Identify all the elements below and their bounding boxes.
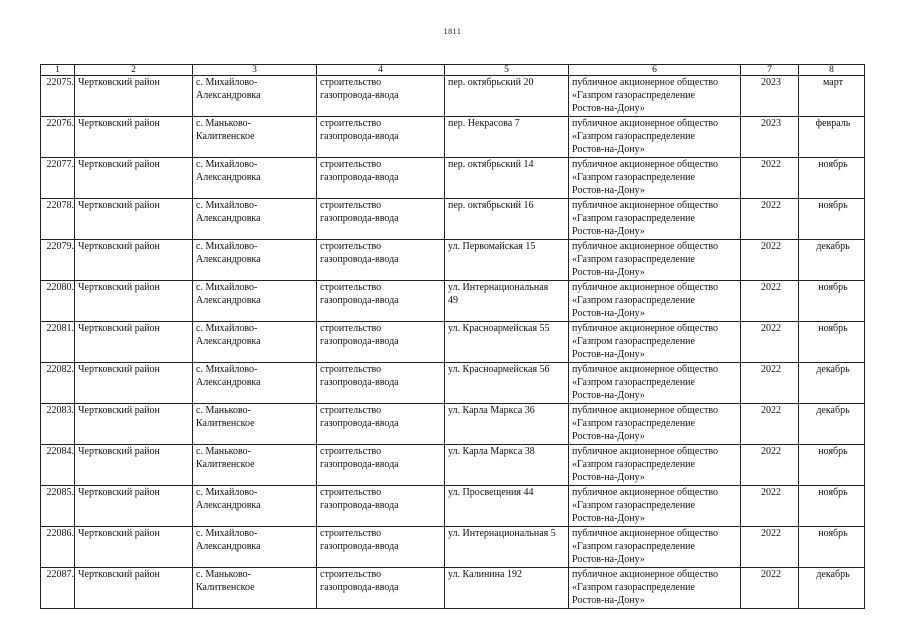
locality-cell xyxy=(193,117,317,158)
organization-line-1: публичное акционерное общество xyxy=(572,241,718,252)
record-number: 22075. xyxy=(46,77,74,88)
table-row xyxy=(41,363,865,404)
year-cell xyxy=(741,199,799,240)
month-cell xyxy=(799,486,865,527)
organization-line-3: Ростов-на-Дону» xyxy=(572,308,645,319)
district-cell xyxy=(75,199,193,240)
locality-cell xyxy=(193,527,317,568)
locality-line-2: Александровка xyxy=(196,254,261,265)
address-line-1: пер. Некрасова 7 xyxy=(448,118,520,129)
column-number: 6 xyxy=(569,65,741,76)
district-cell xyxy=(75,568,193,609)
address-line-1: ул. Красноармейская 55 xyxy=(448,323,550,334)
organization-line-3: Ростов-на-Дону» xyxy=(572,185,645,196)
column-number: 5 xyxy=(445,65,569,76)
address-line-2: 49 xyxy=(448,295,458,306)
district: Чертковский район xyxy=(78,200,160,211)
organization-line-1: публичное акционерное общество xyxy=(572,405,718,416)
address-cell xyxy=(445,322,569,363)
work-type-line-2: газопровода-ввода xyxy=(320,131,399,142)
record-number-cell xyxy=(41,527,75,568)
locality-line-1: с. Михайлово- xyxy=(196,241,258,252)
organization-line-2: «Газпром газораспределение xyxy=(572,418,695,429)
year-cell xyxy=(741,117,799,158)
organization-cell xyxy=(569,76,741,117)
table-row xyxy=(41,486,865,527)
organization-line-1: публичное акционерное общество xyxy=(572,77,718,88)
year: 2022 xyxy=(761,405,781,416)
organization-cell xyxy=(569,404,741,445)
address-cell xyxy=(445,404,569,445)
district-cell xyxy=(75,404,193,445)
work-type-line-1: строительство xyxy=(320,323,382,334)
record-number: 22082. xyxy=(46,364,74,375)
organization-line-1: публичное акционерное общество xyxy=(572,200,718,211)
address-line-1: ул. Интернациональная 5 xyxy=(448,528,556,539)
month: ноябрь xyxy=(818,200,848,211)
year: 2022 xyxy=(761,446,781,457)
organization-line-1: публичное акционерное общество xyxy=(572,446,718,457)
record-number-cell xyxy=(41,568,75,609)
column-number: 2 xyxy=(75,65,193,76)
work-type-cell xyxy=(317,240,445,281)
address-cell xyxy=(445,281,569,322)
organization-line-2: «Газпром газораспределение xyxy=(572,377,695,388)
organization-cell xyxy=(569,445,741,486)
year-cell xyxy=(741,363,799,404)
table-row xyxy=(41,281,865,322)
organization-line-3: Ростов-на-Дону» xyxy=(572,349,645,360)
work-type-line-1: строительство xyxy=(320,528,382,539)
column-number: 1 xyxy=(41,65,75,76)
locality-line-2: Александровка xyxy=(196,295,261,306)
district-cell xyxy=(75,240,193,281)
column-number-row xyxy=(41,65,865,76)
month: ноябрь xyxy=(818,282,848,293)
work-type-line-2: газопровода-ввода xyxy=(320,541,399,552)
record-number-cell xyxy=(41,404,75,445)
year: 2022 xyxy=(761,282,781,293)
district: Чертковский район xyxy=(78,323,160,334)
work-type-cell xyxy=(317,363,445,404)
work-type-cell xyxy=(317,281,445,322)
work-type-line-1: строительство xyxy=(320,241,382,252)
table-row xyxy=(41,158,865,199)
organization-line-1: публичное акционерное общество xyxy=(572,569,718,580)
locality-line-1: с. Михайлово- xyxy=(196,364,258,375)
locality-line-2: Александровка xyxy=(196,213,261,224)
record-number-cell xyxy=(41,76,75,117)
work-type-line-1: строительство xyxy=(320,364,382,375)
organization-line-3: Ростов-на-Дону» xyxy=(572,595,645,606)
organization-line-3: Ростов-на-Дону» xyxy=(572,472,645,483)
district: Чертковский район xyxy=(78,159,160,170)
locality-line-1: с. Маньково- xyxy=(196,446,252,457)
address-cell xyxy=(445,527,569,568)
record-number-cell xyxy=(41,322,75,363)
organization-line-2: «Газпром газораспределение xyxy=(572,254,695,265)
organization-line-1: публичное акционерное общество xyxy=(572,364,718,375)
column-number: 4 xyxy=(317,65,445,76)
locality-line-1: с. Михайлово- xyxy=(196,528,258,539)
record-number-cell xyxy=(41,158,75,199)
table-row xyxy=(41,240,865,281)
work-type-cell xyxy=(317,199,445,240)
work-type-cell xyxy=(317,445,445,486)
record-number: 22077. xyxy=(46,159,74,170)
locality-line-2: Калитвенское xyxy=(196,582,255,593)
month-cell xyxy=(799,527,865,568)
locality-cell xyxy=(193,486,317,527)
work-type-line-1: строительство xyxy=(320,446,382,457)
month: декабрь xyxy=(816,241,850,252)
month-cell xyxy=(799,568,865,609)
year: 2023 xyxy=(761,118,781,129)
organization-cell xyxy=(569,240,741,281)
organization-line-1: публичное акционерное общество xyxy=(572,528,718,539)
organization-line-2: «Газпром газораспределение xyxy=(572,500,695,511)
record-number-cell xyxy=(41,486,75,527)
address-line-1: пер. октябрьский 16 xyxy=(448,200,534,211)
locality-line-2: Александровка xyxy=(196,500,261,511)
record-number-cell xyxy=(41,199,75,240)
column-number: 8 xyxy=(799,65,865,76)
locality-line-2: Калитвенское xyxy=(196,418,255,429)
work-type-line-2: газопровода-ввода xyxy=(320,213,399,224)
year-cell xyxy=(741,486,799,527)
locality-cell xyxy=(193,281,317,322)
address-line-1: ул. Первомайская 15 xyxy=(448,241,536,252)
address-cell xyxy=(445,445,569,486)
work-type-line-1: строительство xyxy=(320,200,382,211)
table-row xyxy=(41,445,865,486)
district-cell xyxy=(75,158,193,199)
year: 2023 xyxy=(761,77,781,88)
month-cell xyxy=(799,363,865,404)
organization-line-2: «Газпром газораспределение xyxy=(572,459,695,470)
month-cell xyxy=(799,240,865,281)
organization-line-3: Ростов-на-Дону» xyxy=(572,267,645,278)
locality-line-1: с. Михайлово- xyxy=(196,323,258,334)
district: Чертковский район xyxy=(78,118,160,129)
district: Чертковский район xyxy=(78,282,160,293)
district-cell xyxy=(75,281,193,322)
organization-line-3: Ростов-на-Дону» xyxy=(572,144,645,155)
record-number: 22083. xyxy=(46,405,74,416)
year-cell xyxy=(741,322,799,363)
year: 2022 xyxy=(761,487,781,498)
address-cell xyxy=(445,76,569,117)
record-number-cell xyxy=(41,117,75,158)
month: февраль xyxy=(815,118,851,129)
address-line-1: ул. Карла Маркса 38 xyxy=(448,446,535,457)
table-row xyxy=(41,322,865,363)
work-type-cell xyxy=(317,322,445,363)
year-cell xyxy=(741,527,799,568)
work-type-cell xyxy=(317,568,445,609)
organization-cell xyxy=(569,199,741,240)
work-type-line-2: газопровода-ввода xyxy=(320,336,399,347)
district: Чертковский район xyxy=(78,364,160,375)
locality-line-1: с. Маньково- xyxy=(196,118,252,129)
year: 2022 xyxy=(761,159,781,170)
locality-cell xyxy=(193,445,317,486)
record-number-cell xyxy=(41,240,75,281)
locality-line-2: Александровка xyxy=(196,172,261,183)
locality-line-2: Калитвенское xyxy=(196,459,255,470)
work-type-line-1: строительство xyxy=(320,487,382,498)
locality-cell xyxy=(193,158,317,199)
month-cell xyxy=(799,322,865,363)
organization-line-3: Ростов-на-Дону» xyxy=(572,226,645,237)
address-cell xyxy=(445,486,569,527)
organization-line-3: Ростов-на-Дону» xyxy=(572,513,645,524)
work-type-cell xyxy=(317,76,445,117)
record-number: 22080. xyxy=(46,282,74,293)
organization-line-1: публичное акционерное общество xyxy=(572,323,718,334)
month-cell xyxy=(799,76,865,117)
registry-table xyxy=(40,64,865,609)
locality-cell xyxy=(193,404,317,445)
month-cell xyxy=(799,117,865,158)
work-type-line-2: газопровода-ввода xyxy=(320,418,399,429)
address-line-1: ул. Интернациональная xyxy=(448,282,549,293)
month-cell xyxy=(799,445,865,486)
district: Чертковский район xyxy=(78,405,160,416)
year: 2022 xyxy=(761,364,781,375)
record-number: 22086. xyxy=(46,528,74,539)
organization-line-2: «Газпром газораспределение xyxy=(572,541,695,552)
district: Чертковский район xyxy=(78,446,160,457)
locality-cell xyxy=(193,363,317,404)
district-cell xyxy=(75,486,193,527)
record-number: 22079. xyxy=(46,241,74,252)
organization-line-3: Ростов-на-Дону» xyxy=(572,554,645,565)
organization-line-2: «Газпром газораспределение xyxy=(572,90,695,101)
record-number: 22081. xyxy=(46,323,74,334)
month: ноябрь xyxy=(818,159,848,170)
month: декабрь xyxy=(816,405,850,416)
work-type-line-1: строительство xyxy=(320,282,382,293)
address-line-1: пер. октябрьский 20 xyxy=(448,77,534,88)
locality-line-2: Александровка xyxy=(196,541,261,552)
locality-cell xyxy=(193,199,317,240)
month: ноябрь xyxy=(818,487,848,498)
work-type-line-1: строительство xyxy=(320,77,382,88)
table-row xyxy=(41,568,865,609)
district: Чертковский район xyxy=(78,241,160,252)
organization-line-1: публичное акционерное общество xyxy=(572,487,718,498)
record-number: 22087. xyxy=(46,569,74,580)
organization-line-2: «Газпром газораспределение xyxy=(572,131,695,142)
work-type-cell xyxy=(317,158,445,199)
district-cell xyxy=(75,363,193,404)
address-cell xyxy=(445,568,569,609)
organization-line-2: «Газпром газораспределение xyxy=(572,582,695,593)
record-number-cell xyxy=(41,281,75,322)
month: декабрь xyxy=(816,364,850,375)
locality-line-1: с. Михайлово- xyxy=(196,487,258,498)
page-number: 1811 xyxy=(443,27,462,36)
locality-line-1: с. Маньково- xyxy=(196,405,252,416)
organization-line-2: «Газпром газораспределение xyxy=(572,336,695,347)
organization-cell xyxy=(569,281,741,322)
year-cell xyxy=(741,404,799,445)
work-type-line-2: газопровода-ввода xyxy=(320,172,399,183)
organization-line-1: публичное акционерное общество xyxy=(572,159,718,170)
locality-cell xyxy=(193,568,317,609)
address-line-1: ул. Калинина 192 xyxy=(448,569,522,580)
address-cell xyxy=(445,158,569,199)
district: Чертковский район xyxy=(78,528,160,539)
organization-cell xyxy=(569,322,741,363)
year-cell xyxy=(741,240,799,281)
year: 2022 xyxy=(761,528,781,539)
work-type-line-1: строительство xyxy=(320,159,382,170)
district: Чертковский район xyxy=(78,77,160,88)
locality-line-2: Александровка xyxy=(196,90,261,101)
district-cell xyxy=(75,117,193,158)
organization-line-3: Ростов-на-Дону» xyxy=(572,390,645,401)
month: ноябрь xyxy=(818,446,848,457)
record-number-cell xyxy=(41,363,75,404)
work-type-line-2: газопровода-ввода xyxy=(320,459,399,470)
year-cell xyxy=(741,568,799,609)
month: ноябрь xyxy=(818,323,848,334)
locality-line-2: Александровка xyxy=(196,377,261,388)
district: Чертковский район xyxy=(78,569,160,580)
year: 2022 xyxy=(761,569,781,580)
organization-cell xyxy=(569,527,741,568)
work-type-line-2: газопровода-ввода xyxy=(320,90,399,101)
organization-cell xyxy=(569,363,741,404)
organization-line-2: «Газпром газораспределение xyxy=(572,295,695,306)
work-type-line-1: строительство xyxy=(320,569,382,580)
work-type-line-1: строительство xyxy=(320,405,382,416)
year: 2022 xyxy=(761,200,781,211)
work-type-line-2: газопровода-ввода xyxy=(320,500,399,511)
address-line-1: ул. Красноармейская 56 xyxy=(448,364,550,375)
locality-line-2: Калитвенское xyxy=(196,131,255,142)
address-line-1: ул. Просвещения 44 xyxy=(448,487,534,498)
month: март xyxy=(823,77,843,88)
table-row xyxy=(41,76,865,117)
organization-line-3: Ростов-на-Дону» xyxy=(572,103,645,114)
locality-line-2: Александровка xyxy=(196,336,261,347)
locality-cell xyxy=(193,322,317,363)
locality-cell xyxy=(193,76,317,117)
record-number: 22076. xyxy=(46,118,74,129)
organization-line-1: публичное акционерное общество xyxy=(572,282,718,293)
locality-line-1: с. Михайлово- xyxy=(196,200,258,211)
table-row xyxy=(41,404,865,445)
record-number: 22084. xyxy=(46,446,74,457)
organization-line-1: публичное акционерное общество xyxy=(572,118,718,129)
address-cell xyxy=(445,363,569,404)
organization-line-2: «Газпром газораспределение xyxy=(572,213,695,224)
work-type-line-2: газопровода-ввода xyxy=(320,377,399,388)
month: ноябрь xyxy=(818,528,848,539)
year: 2022 xyxy=(761,323,781,334)
work-type-line-2: газопровода-ввода xyxy=(320,295,399,306)
work-type-line-1: строительство xyxy=(320,118,382,129)
work-type-cell xyxy=(317,486,445,527)
work-type-cell xyxy=(317,404,445,445)
month-cell xyxy=(799,281,865,322)
locality-line-1: с. Маньково- xyxy=(196,569,252,580)
locality-cell xyxy=(193,240,317,281)
year-cell xyxy=(741,281,799,322)
table-row xyxy=(41,527,865,568)
work-type-line-2: газопровода-ввода xyxy=(320,254,399,265)
address-cell xyxy=(445,240,569,281)
month-cell xyxy=(799,404,865,445)
year-cell xyxy=(741,445,799,486)
district-cell xyxy=(75,445,193,486)
table-row xyxy=(41,117,865,158)
year-cell xyxy=(741,158,799,199)
work-type-cell xyxy=(317,117,445,158)
organization-line-2: «Газпром газораспределение xyxy=(572,172,695,183)
work-type-cell xyxy=(317,527,445,568)
organization-cell xyxy=(569,486,741,527)
district: Чертковский район xyxy=(78,487,160,498)
month: декабрь xyxy=(816,569,850,580)
organization-cell xyxy=(569,568,741,609)
work-type-line-2: газопровода-ввода xyxy=(320,582,399,593)
month-cell xyxy=(799,158,865,199)
organization-cell xyxy=(569,117,741,158)
locality-line-1: с. Михайлово- xyxy=(196,77,258,88)
year-cell xyxy=(741,76,799,117)
year: 2022 xyxy=(761,241,781,252)
column-number: 3 xyxy=(193,65,317,76)
address-line-1: пер. октябрьский 14 xyxy=(448,159,534,170)
organization-line-3: Ростов-на-Дону» xyxy=(572,431,645,442)
district-cell xyxy=(75,527,193,568)
record-number: 22078. xyxy=(46,200,74,211)
district-cell xyxy=(75,76,193,117)
month-cell xyxy=(799,199,865,240)
address-cell xyxy=(445,117,569,158)
locality-line-1: с. Михайлово- xyxy=(196,282,258,293)
table-row xyxy=(41,199,865,240)
record-number: 22085. xyxy=(46,487,74,498)
address-line-1: ул. Карла Маркса 36 xyxy=(448,405,535,416)
district-cell xyxy=(75,322,193,363)
organization-cell xyxy=(569,158,741,199)
locality-line-1: с. Михайлово- xyxy=(196,159,258,170)
record-number-cell xyxy=(41,445,75,486)
column-number: 7 xyxy=(741,65,799,76)
address-cell xyxy=(445,199,569,240)
